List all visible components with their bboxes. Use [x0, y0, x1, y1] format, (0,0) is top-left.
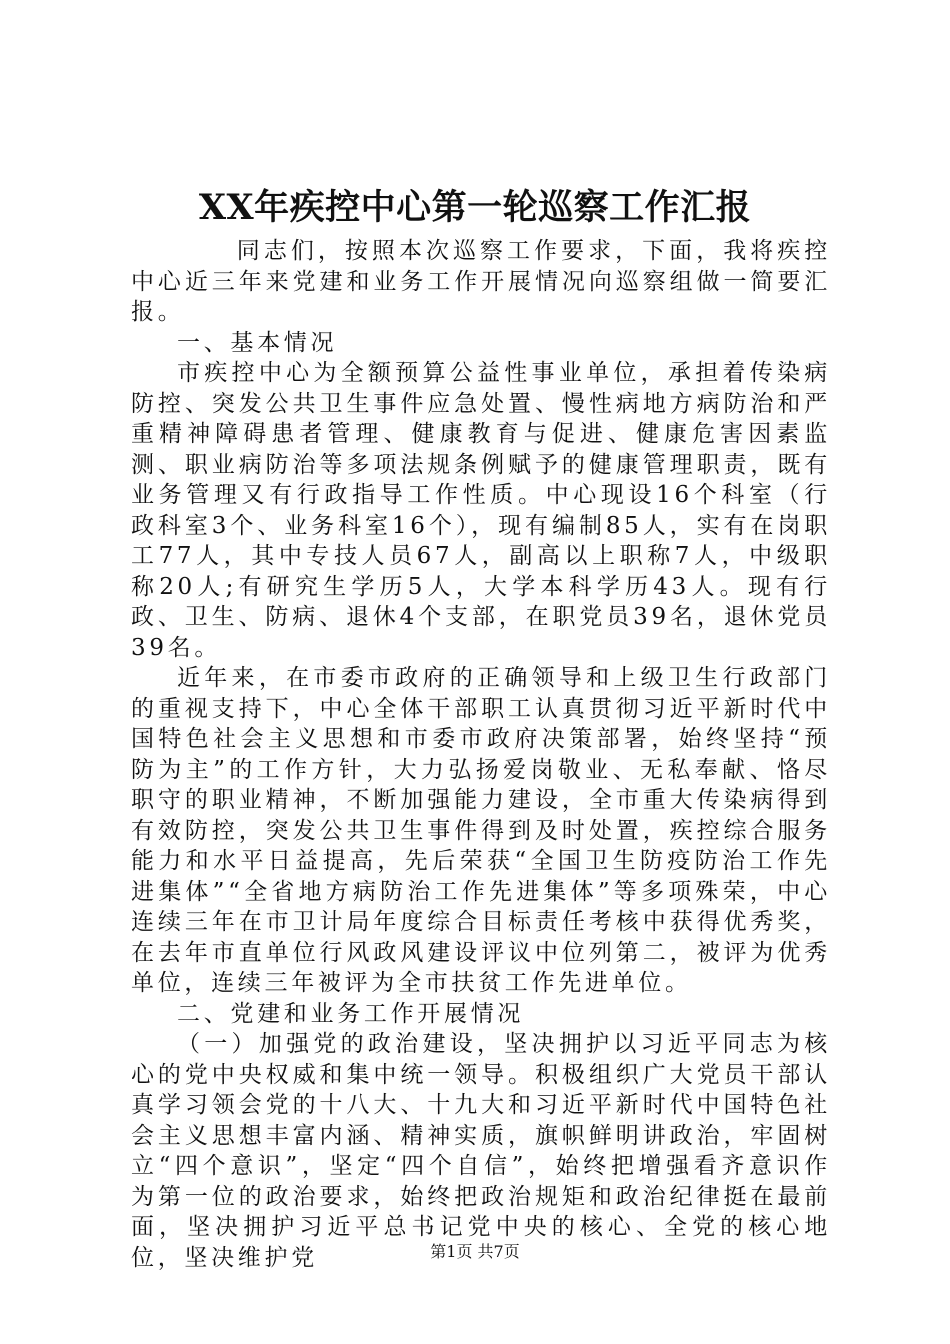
- section-heading-basic-situation: 一、基本情况: [177, 329, 338, 356]
- paragraph-achievements: 近年来，在市委市政府的正确领导和上级卫生行政部门的重视支持下，中心全体干部职工认真贯彻习近平新时代中国特色社会主义思想和市委市政府决策部署，始终坚持“预防为主”的工作方针，大力弘扬爱岗敬业、无私奉献、恪尽职守的职业精神，不断加强能力建设，全市重大传染病得到有效防控，突发公共卫生事件得到及时处置，疾控综合服务能力和水平日益提高，先后荣获“全国卫生防疫防治工作先进集体”“全省地方病防治工作先进集体”等多项殊荣，中心连续三年在市卫计局年度综合目标责任考核中获得优秀奖，在去年市直单位行风政风建设评议中位列第二，被评为优秀单位，连续三年被评为全市扶贫工作先进单位。: [131, 665, 831, 996]
- paragraph-political-construction: （一）加强党的政治建设，坚决拥护以习近平同志为核心的党中央权威和集中统一领导。积极组织广大党员干部认真学习领会党的十八大、十九大和习近平新时代中国特色社会主义思想丰富内涵、精神实质，旗帜鲜明讲政治，牢固树立“四个意识”，坚定“四个自信”，始终把增强看齐意识作为第一位的政治要求，始终把政治规矩和政治纪律挺在最前面，坚决拥护习近平总书记党中央的核心、全党的核心地位，坚决维护党: [131, 1031, 831, 1271]
- document-body: [131, 236, 831, 1273]
- page-number-footer: 第1页 共7页: [430, 1242, 520, 1261]
- paragraph-intro: 同志们，按照本次巡察工作要求，下面，我将疾控中心近三年来党建和业务工作开展情况向巡察组做一简要汇报。: [131, 238, 831, 325]
- section-heading-work-progress: 二、党建和业务工作开展情况: [177, 1000, 525, 1027]
- paragraph-center-overview: 市疾控中心为全额预算公益性事业单位，承担着传染病防控、突发公共卫生事件应急处置、慢性病地方病防治和严重精神障碍患者管理、健康教育与促进、健康危害因素监测、职业病防治等多项法规条例赋予的健康管理职责，既有业务管理又有行政指导工作性质。中心现设16个科室（行政科室3个、业务科室16个），现有编制85人，实有在岗职工77人，其中专技人员67人，副高以上职称7人，中级职称20人;有研究生学历5人，大学本科学历43人。现有行政、卫生、防病、退休4个支部，在职党员39名，退休党员39名。: [131, 360, 831, 661]
- document-title: XX年疾控中心第一轮巡察工作汇报: [198, 187, 752, 228]
